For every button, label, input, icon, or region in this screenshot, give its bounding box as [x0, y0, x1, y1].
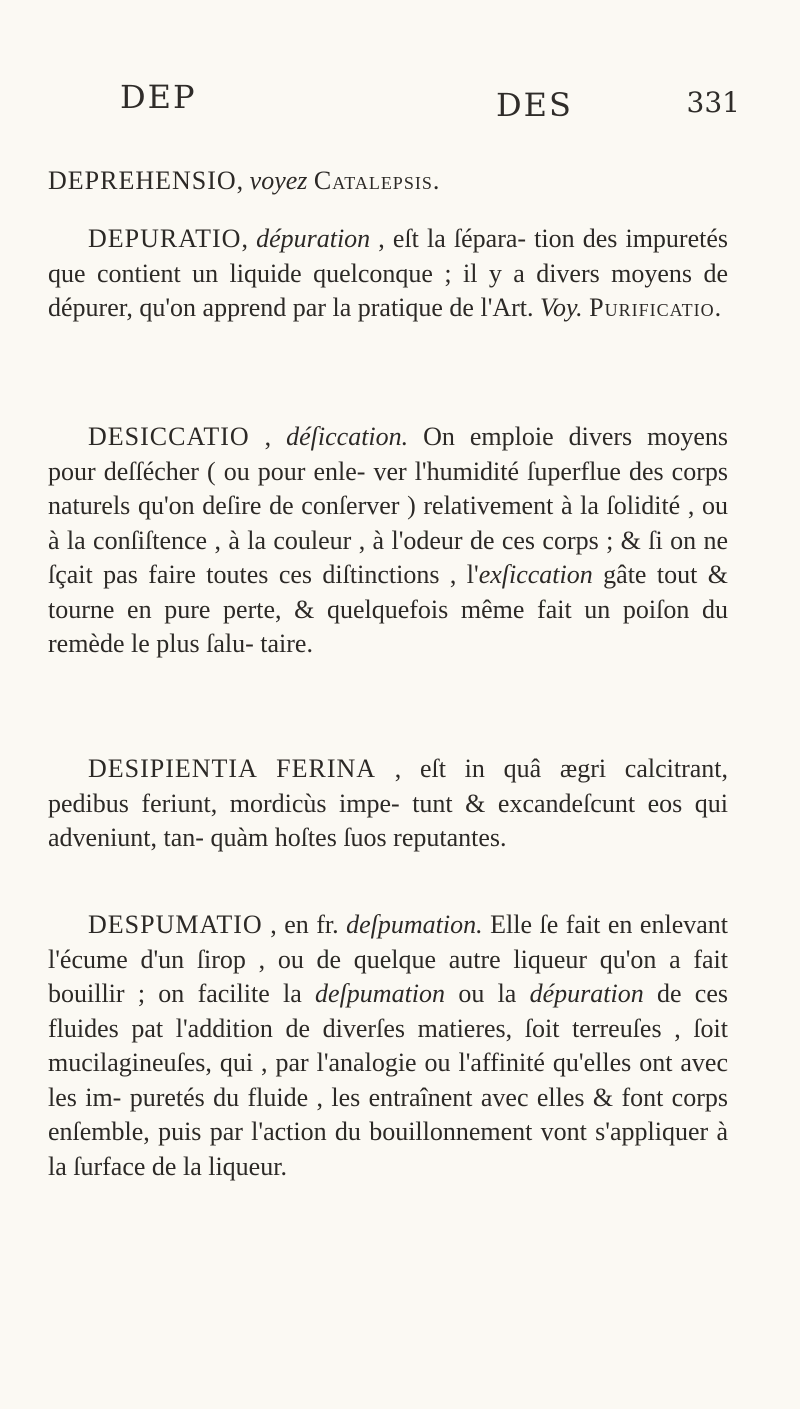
entry-term: DESIPIENTIA FERINA — [88, 754, 377, 783]
entry-term: DEPURATIO — [88, 224, 242, 253]
entry-italic: deſpumation — [315, 979, 446, 1008]
entry-italic: voyez — [249, 166, 308, 195]
entry-desiccatio — [48, 420, 728, 662]
entry-italic: exſiccation — [478, 560, 593, 589]
cross-reference: Catalepsis. — [313, 166, 441, 195]
entry-italic: dépuration — [256, 224, 371, 253]
entry-text: Elle ſe fait en enlevant l'écume d'un ſirop , ou de quelque autre liqueur qu'on a fait bouillir ; on facilite la — [48, 910, 728, 1008]
entry-text: ou la — [445, 979, 530, 1008]
header-right: DES — [496, 86, 573, 124]
entry-text: , eſt la ſépara- tion des impuretés que contient un liquide quelconque ; il y a divers moyens de dépurer, qu'on apprend par la pratique de l'Art. — [48, 224, 729, 322]
cross-reference: Purificatio. — [589, 293, 723, 322]
entry-deprehensio — [48, 164, 728, 199]
entry-text: On emploie divers moyens pour deſſécher ( ou pour enle- ver l'humidité ſuperflue des corps naturels qu'on deſire de conſerver ) relativement à la ſolidité , ou à la conſiſtence , à la couleur , à l'odeur de ces corps ; & ſi on ne ſçait pas faire toutes ces diſtinctions , l' — [48, 422, 728, 589]
entry-term: DEPREHENSIO — [48, 166, 237, 195]
entry-despumatio — [48, 908, 728, 1184]
entry-text: , eſt in quâ ægri calcitrant, pedibus feriunt, mordicùs impe- tunt & excandeſcunt eos qui adveniunt, tan- quàm hoſtes ſuos reputantes. — [48, 754, 728, 852]
page-number: 331 — [686, 86, 740, 119]
entry-italic: deſpumation. — [346, 910, 483, 939]
entry-depuratio — [48, 222, 728, 326]
entry-text: , en fr. — [262, 910, 347, 939]
entry-text: de ces fluides pat l'addition de diverſes matieres, ſoit terreuſes , ſoit mucilagineuſes, qui , par l'analogie ou l'affinité qu'elles ont avec les im- puretés du fluide , les entraînent avec elles & font corps enſemble, puis par l'action du bouillonnement vont s'appliquer à la ſurface de la liqueur. — [48, 979, 728, 1181]
entry-text: gâte tout & tourne en pure perte, & quelquefois même fait un poiſon du remède le plus ſalu- taire. — [48, 560, 728, 658]
entry-term: DESICCATIO — [88, 422, 250, 451]
entry-text: , — [249, 422, 287, 451]
running-header — [120, 78, 740, 128]
header-left: DEP — [120, 78, 197, 116]
entry-text: , — [236, 166, 250, 195]
entry-italic: déſiccation. — [286, 422, 409, 451]
entry-desipientia-ferina — [48, 752, 728, 856]
entry-italic: dépuration — [529, 979, 644, 1008]
entry-text: , — [241, 224, 257, 253]
entry-term: DESPUMATIO — [88, 910, 263, 939]
entry-italic: Voy. — [540, 293, 583, 322]
